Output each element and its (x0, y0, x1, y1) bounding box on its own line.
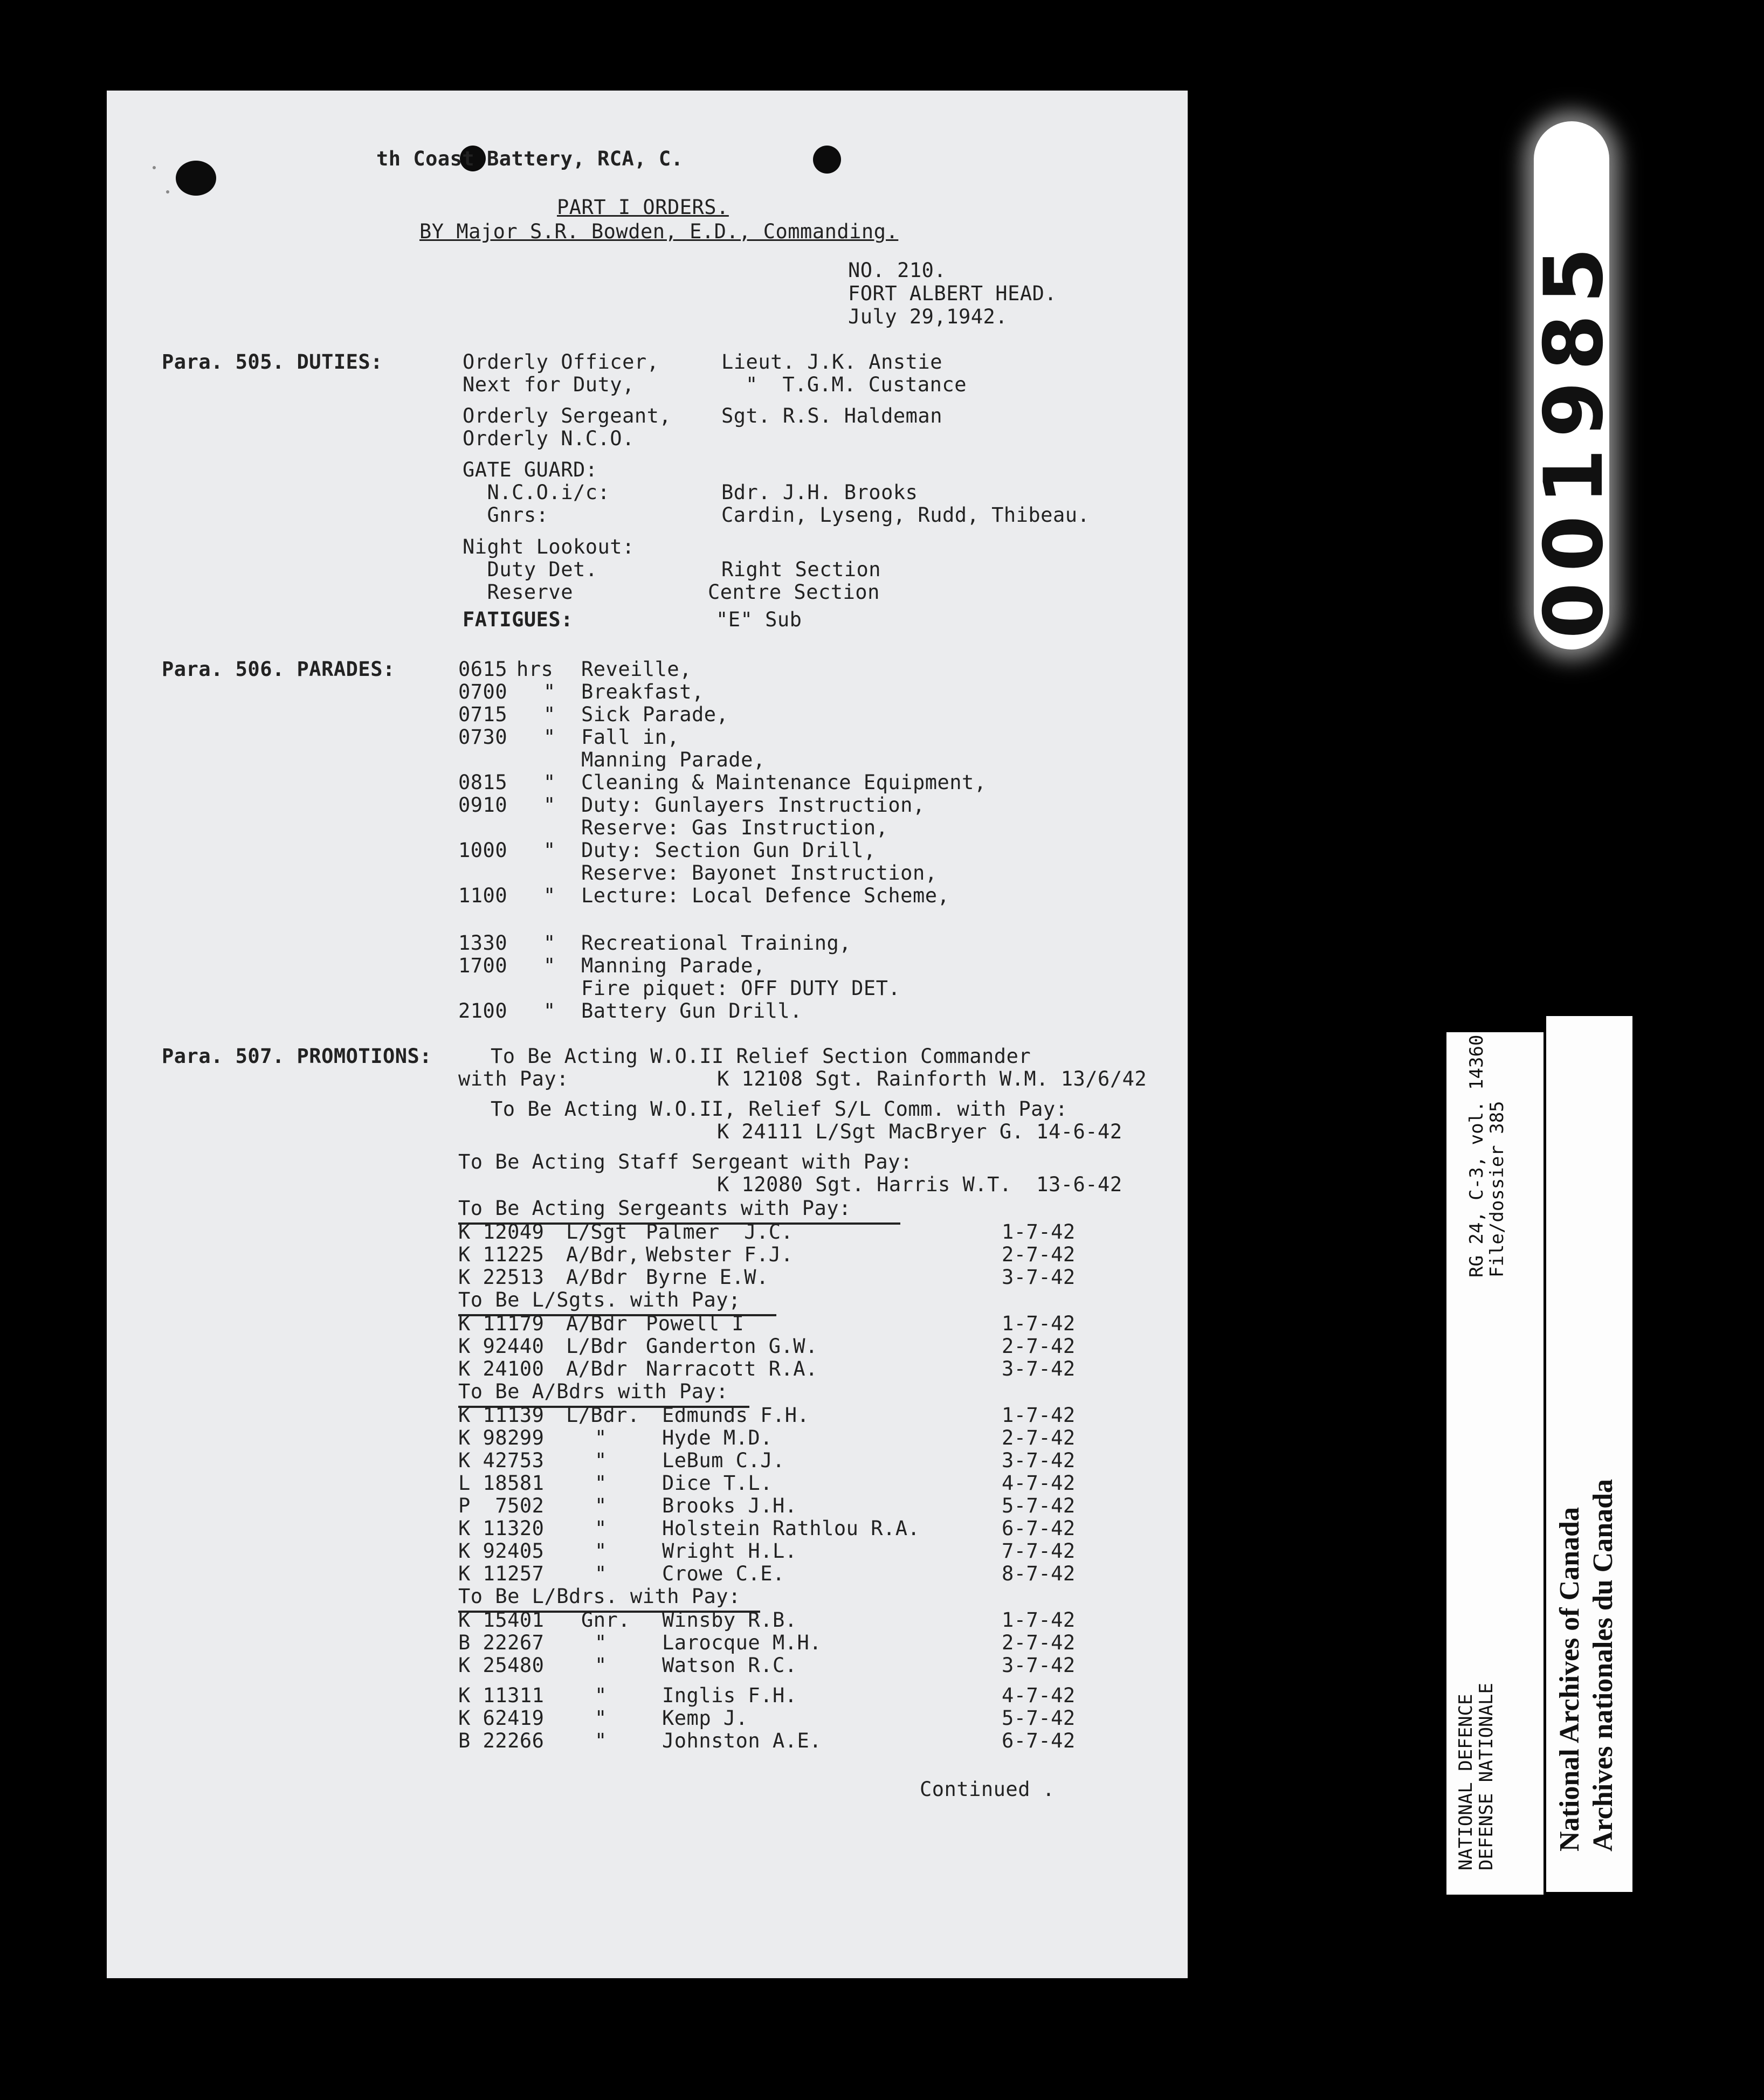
parade-time: 1700 (458, 954, 508, 977)
soldier-name: Webster F.J. (646, 1243, 794, 1266)
duty-value: Lieut. J.K. Anstie (721, 350, 942, 374)
duty-label: N.C.O.i/c: (463, 481, 610, 504)
soldier-name: Palmer J.C. (646, 1220, 794, 1244)
national-defence-line2: DEFENSE NATIONALE (1476, 1683, 1497, 1870)
service-number: K 15401 (458, 1608, 545, 1632)
parade-ditto: " (543, 839, 556, 862)
effective-date: 4-7-42 (1002, 1684, 1076, 1707)
parade-ditto: " (543, 793, 556, 817)
effective-date: 1-7-42 (1002, 1312, 1076, 1335)
parade-event: Recreational Training, (581, 931, 852, 955)
soldier-name: Kemp J. (662, 1707, 748, 1730)
soldier-name: Edmunds F.H. (662, 1404, 810, 1427)
unit-title: th Coast Battery, RCA, C. (376, 147, 684, 170)
duty-label: Orderly N.C.O. (463, 427, 635, 450)
parade-time: 0700 (458, 680, 508, 703)
promotion-wo-line1: To Be Acting W.O.II Relief Section Commander (491, 1045, 1031, 1068)
soldier-name: Dice T.L. (662, 1472, 773, 1495)
soldier-name: Powell I (646, 1312, 745, 1335)
soldier-name: Holstein Rathlou R.A. (662, 1517, 920, 1540)
parade-time: 0715 (458, 703, 508, 726)
duty-value: "E" Sub (716, 608, 802, 631)
service-number: K 24100 (458, 1357, 545, 1380)
commanding-line: BY Major S.R. Bowden, E.D., Commanding. (419, 220, 899, 243)
parade-event: Reveille, (581, 658, 692, 681)
parade-ditto: " (543, 703, 556, 726)
soldier-name: Johnston A.E. (662, 1729, 822, 1752)
duty-label: Orderly Sergeant, (463, 404, 672, 427)
effective-date: 3-7-42 (1002, 1449, 1076, 1472)
parade-ditto: " (543, 771, 556, 794)
effective-date: 4-7-42 (1002, 1472, 1076, 1495)
rank: " (595, 1426, 607, 1449)
duty-value: Cardin, Lyseng, Rudd, Thibeau. (721, 503, 1090, 527)
soldier-name: Byrne E.W. (646, 1266, 769, 1289)
duty-value: Right Section (721, 558, 881, 581)
parade-time: 1000 (458, 839, 508, 862)
duty-label: Orderly Officer, (463, 350, 659, 374)
soldier-name: Ganderton G.W. (646, 1335, 818, 1358)
parade-time: 0910 (458, 793, 508, 817)
effective-date: 2-7-42 (1002, 1631, 1076, 1654)
archives-canada-fr: Archives nationales du Canada (1588, 1479, 1618, 1852)
service-number: K 11257 (458, 1562, 545, 1585)
service-number: K 98299 (458, 1426, 545, 1449)
rank: " (595, 1494, 607, 1517)
service-number: K 11225 (458, 1243, 545, 1266)
parade-ditto: " (543, 680, 556, 703)
effective-date: 2-7-42 (1002, 1335, 1076, 1358)
parade-time: 0615 (458, 658, 508, 681)
rank: L/Bdr. (566, 1404, 640, 1427)
para-506-heading: Para. 506. PARADES: (162, 658, 395, 681)
effective-date: 2-7-42 (1002, 1243, 1076, 1266)
duty-value: Bdr. J.H. Brooks (721, 481, 918, 504)
parade-ditto: " (543, 931, 556, 955)
group-heading: To Be L/Sgts. with Pay; (458, 1288, 741, 1311)
order-number: NO. 210. (848, 259, 947, 282)
group-heading: To Be Acting Sergeants with Pay: (458, 1197, 851, 1220)
archive-reference-line2: File/dossier 385 (1486, 1101, 1508, 1277)
service-number: K 42753 (458, 1449, 545, 1472)
rank: " (595, 1654, 607, 1677)
parade-event: Manning Parade, (581, 748, 766, 771)
promotion-wo-line4: K 24111 L/Sgt MacBryer G. 14-6-42 (717, 1120, 1122, 1143)
effective-date: 7-7-42 (1002, 1539, 1076, 1563)
rank: A/Bdr, (566, 1243, 640, 1266)
parade-time: 1330 (458, 931, 508, 955)
duty-label: Gnrs: (463, 503, 549, 527)
parade-time: 0730 (458, 726, 508, 749)
parade-ditto: " (543, 884, 556, 907)
parade-ditto: " (543, 954, 556, 977)
soldier-name: Winsby R.B. (662, 1608, 797, 1632)
rank: " (595, 1472, 607, 1495)
effective-date: 2-7-42 (1002, 1426, 1076, 1449)
duty-label: Duty Det. (463, 558, 598, 581)
soldier-name: LeBum C.J. (662, 1449, 785, 1472)
promotion-ssgt-line2: K 12080 Sgt. Harris W.T. 13-6-42 (717, 1173, 1122, 1196)
para-505-heading: Para. 505. DUTIES: (162, 350, 383, 374)
para-507-heading: Para. 507. PROMOTIONS: (162, 1045, 432, 1068)
rank: " (595, 1684, 607, 1707)
rank: " (595, 1631, 607, 1654)
effective-date: 6-7-42 (1002, 1517, 1076, 1540)
effective-date: 1-7-42 (1002, 1404, 1076, 1427)
soldier-name: Narracott R.A. (646, 1357, 818, 1380)
group-heading: To Be A/Bdrs with Pay: (458, 1380, 729, 1403)
service-number: P 7502 (458, 1494, 545, 1517)
parade-ditto: " (543, 726, 556, 749)
promotion-ssgt-line1: To Be Acting Staff Sergeant with Pay: (458, 1150, 913, 1173)
rank: A/Bdr (566, 1266, 628, 1289)
service-number: K 11139 (458, 1404, 545, 1427)
promotion-wo-line2b: K 12108 Sgt. Rainforth W.M. 13/6/42 (717, 1067, 1147, 1090)
parade-event: Battery Gun Drill. (581, 999, 802, 1023)
continued-note: Continued . (920, 1778, 1055, 1801)
duty-label: FATIGUES: (463, 608, 573, 631)
service-number: K 11179 (458, 1312, 545, 1335)
effective-date: 5-7-42 (1002, 1494, 1076, 1517)
rank: " (595, 1517, 607, 1540)
soldier-name: Hyde M.D. (662, 1426, 773, 1449)
service-number: K 22513 (458, 1266, 545, 1289)
order-place: FORT ALBERT HEAD. (848, 282, 1057, 305)
archives-canada-en: National Archives of Canada (1554, 1507, 1585, 1852)
parade-event: Manning Parade, (581, 954, 766, 977)
speck (166, 190, 169, 194)
duty-label: Reserve (463, 581, 573, 604)
service-number: K 92405 (458, 1539, 545, 1563)
soldier-name: Inglis F.H. (662, 1684, 797, 1707)
effective-date: 1-7-42 (1002, 1220, 1076, 1244)
rank: L/Bdr (566, 1335, 628, 1358)
effective-date: 1-7-42 (1002, 1608, 1076, 1632)
effective-date: 6-7-42 (1002, 1729, 1076, 1752)
soldier-name: Crowe C.E. (662, 1562, 785, 1585)
rank: " (595, 1707, 607, 1730)
parade-event: Lecture: Local Defence Scheme, (581, 884, 950, 907)
soldier-name: Larocque M.H. (662, 1631, 822, 1654)
service-number: K 92440 (458, 1335, 545, 1358)
duty-value: " T.G.M. Custance (746, 373, 967, 396)
soldier-name: Watson R.C. (662, 1654, 797, 1677)
duty-value: Centre Section (708, 581, 880, 604)
rank: " (595, 1539, 607, 1563)
duty-label: Next for Duty, (463, 373, 635, 396)
rank: " (595, 1729, 607, 1752)
parade-time: 2100 (458, 999, 508, 1023)
order-date: July 29,1942. (848, 305, 1008, 328)
promotion-wo-line2a: with Pay: (458, 1067, 569, 1090)
parade-ditto: " (543, 999, 556, 1023)
service-number: B 22266 (458, 1729, 545, 1752)
group-heading: To Be L/Bdrs. with Pay: (458, 1585, 741, 1608)
duty-label: Night Lookout: (463, 535, 635, 558)
duty-value: Sgt. R.S. Haldeman (721, 404, 942, 427)
archive-reference-line1: RG 24, C-3, vol. 14360 (1466, 1034, 1487, 1277)
rank: " (595, 1562, 607, 1585)
soldier-name: Brooks J.H. (662, 1494, 797, 1517)
rank: L/Sgt (566, 1220, 628, 1244)
ink-blot-large (176, 161, 216, 196)
effective-date: 3-7-42 (1002, 1654, 1076, 1677)
service-number: K 11311 (458, 1684, 545, 1707)
parade-event: Fall in, (581, 726, 680, 749)
parade-event: Fire piquet: OFF DUTY DET. (581, 977, 901, 1000)
ink-blot-right (813, 146, 841, 174)
parade-event: Reserve: Bayonet Instruction, (581, 861, 938, 885)
parade-event: Sick Parade, (581, 703, 729, 726)
service-number: K 12049 (458, 1220, 545, 1244)
national-defence-line1: NATIONAL DEFENCE (1455, 1694, 1477, 1870)
parade-event: Cleaning & Maintenance Equipment, (581, 771, 987, 794)
document-page (107, 91, 1188, 1978)
effective-date: 8-7-42 (1002, 1562, 1076, 1585)
parade-time: 0815 (458, 771, 508, 794)
service-number: L 18581 (458, 1472, 545, 1495)
effective-date: 3-7-42 (1002, 1266, 1076, 1289)
parade-time: 1100 (458, 884, 508, 907)
rank: Gnr. (581, 1608, 631, 1632)
rank: A/Bdr (566, 1312, 628, 1335)
effective-date: 3-7-42 (1002, 1357, 1076, 1380)
speck (153, 166, 156, 169)
parade-event: Reserve: Gas Instruction, (581, 816, 888, 839)
soldier-name: Wright H.L. (662, 1539, 797, 1563)
parade-event: Duty: Section Gun Drill, (581, 839, 876, 862)
service-number: B 22267 (458, 1631, 545, 1654)
orders-title: PART I ORDERS. (557, 196, 729, 219)
duty-label: GATE GUARD: (463, 458, 598, 481)
service-number: K 62419 (458, 1707, 545, 1730)
promotion-wo-line3: To Be Acting W.O.II, Relief S/L Comm. with Pay: (491, 1097, 1068, 1121)
effective-date: 5-7-42 (1002, 1707, 1076, 1730)
parade-ditto: hrs (516, 658, 554, 681)
rank: " (595, 1449, 607, 1472)
parade-event: Duty: Gunlayers Instruction, (581, 793, 925, 817)
service-number: K 11320 (458, 1517, 545, 1540)
service-number: K 25480 (458, 1654, 545, 1677)
frame-number: 001985 (1527, 236, 1621, 639)
parade-event: Breakfast, (581, 680, 704, 703)
rank: A/Bdr (566, 1357, 628, 1380)
